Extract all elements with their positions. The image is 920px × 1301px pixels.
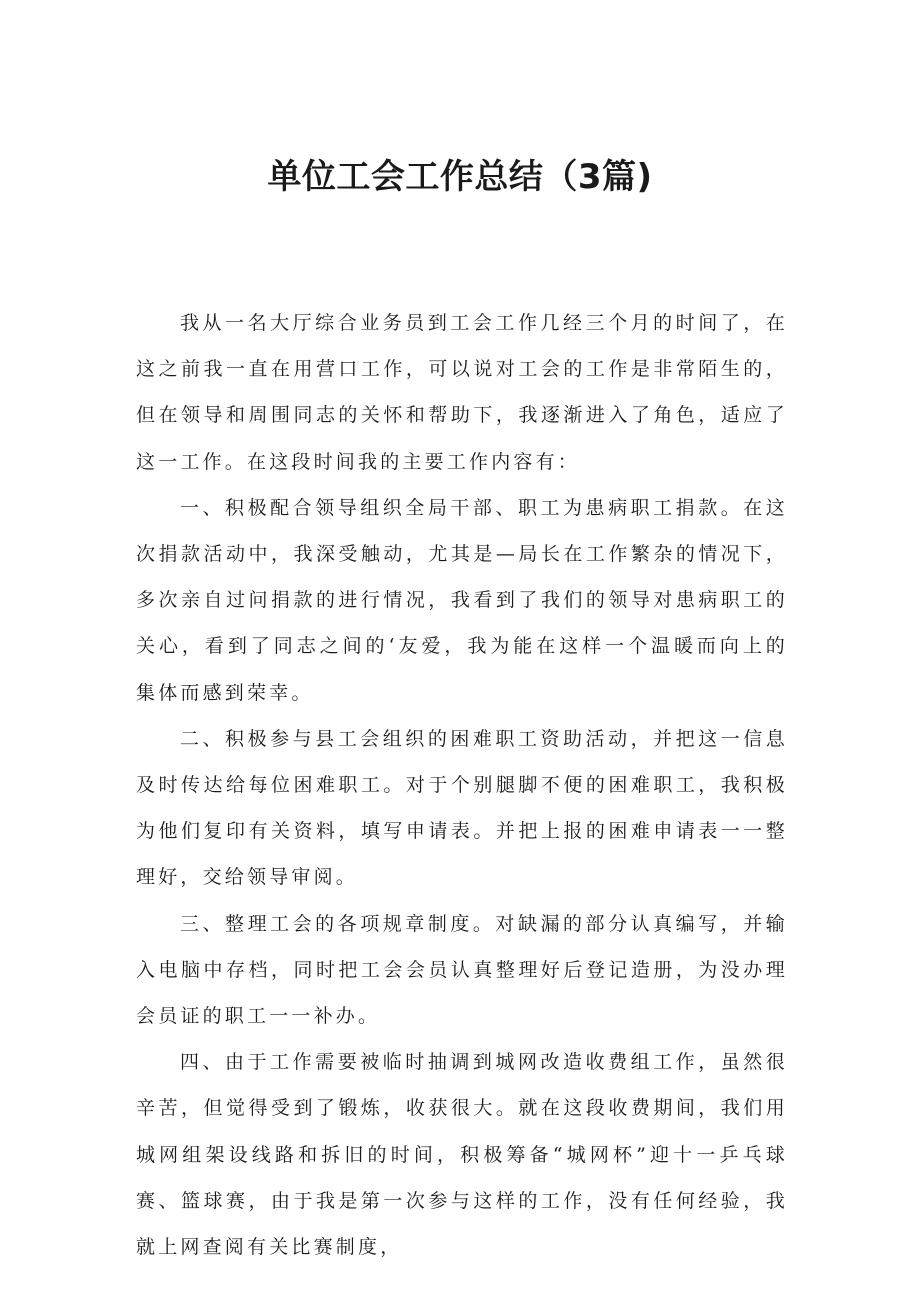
paragraph-item-4: 四、由于工作需要被临时抽调到城网改造收费组工作，虽然很辛苦，但觉得受到了锻炼，收获很大。就在这段收费期间，我们用城网组架设线路和拆旧的时间，积极筹备“城网杯”迎十一乒乓球赛、篮球赛，由于我是第一次参与这样的工作，没有任何经验，我就上网查阅有关比赛制度， — [136, 1051, 788, 1259]
document-title: 单位工会工作总结（3篇) — [267, 157, 653, 197]
paragraph-item-2: 二、积极参与县工会组织的困难职工资助活动，并把这一信息及时传达给每位困难职工。对于个别腿脚不便的困难职工，我积极为他们复印有关资料，填写申请表。并把上报的困难申请表一一整理好，交给领导审阅。 — [136, 727, 788, 889]
paragraph-item-1: 一、积极配合领导组织全局干部、职工为患病职工捐款。在这次捐款活动中，我深受触动，尤其是—局长在工作繁杂的情况下，多次亲自过问捐款的进行情况，我看到了我们的领导对患病职工的关心，看到了同志之间的‘友爱，我为能在这样一个温暖而向上的集体而感到荣幸。 — [136, 496, 788, 704]
document-body — [136, 300, 788, 1270]
paragraph-item-3: 三、整理工会的各项规章制度。对缺漏的部分认真编写，并输入电脑中存档，同时把工会会员认真整理好后登记造册，为没办理会员证的职工一一补办。 — [136, 912, 788, 1028]
paragraph-intro: 我从一名大厅综合业务员到工会工作几经三个月的时间了，在这之前我一直在用营口工作，可以说对工会的工作是非常陌生的，但在领导和周围同志的关怀和帮助下，我逐渐进入了角色，适应了这一工作。在这段时间我的主要工作内容有： — [136, 312, 788, 473]
